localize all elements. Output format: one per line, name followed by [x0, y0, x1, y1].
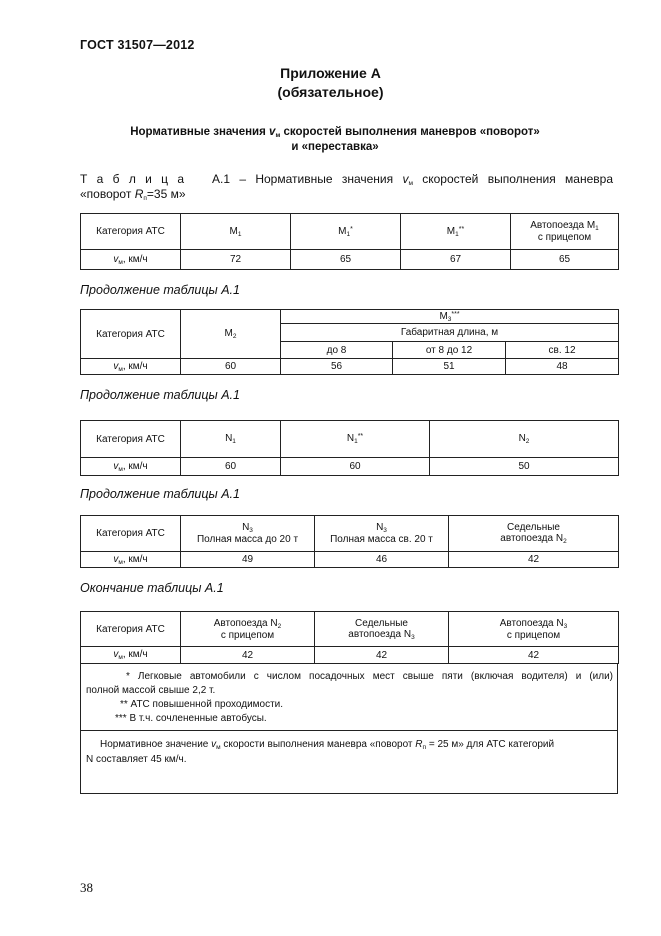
footnotes: [81, 664, 617, 731]
speed-label: $v_м$, км/ч: [81, 250, 181, 270]
category-header: Категория АТС: [81, 516, 181, 552]
appendix-title: Приложение А: [280, 65, 381, 81]
table-a1-part4: [80, 515, 619, 568]
table-cell: 60: [181, 458, 281, 476]
table-cell: 67: [401, 250, 511, 270]
normative-note: [81, 731, 617, 793]
header-m1-star: $M_1^*$: [291, 214, 401, 250]
speed-label: $v_м$, км/ч: [81, 359, 181, 375]
header-m1: $M_1$: [181, 214, 291, 250]
standard-header: ГОСТ 31507—2012: [80, 38, 195, 52]
table-cell: 60: [181, 359, 281, 375]
header-n3-trailer: Автопоезда $N_3$ с прицепом: [449, 612, 619, 647]
speed-label: $v_м$, км/ч: [81, 458, 181, 476]
footnote-1-cont: полной массой свыше 2,2 т.: [86, 685, 216, 696]
table-cell: 50: [430, 458, 619, 476]
table-cell: 65: [291, 250, 401, 270]
table-cell: 51: [393, 359, 506, 375]
table-a1-part2: [80, 309, 619, 375]
category-header: Категория АТС: [81, 214, 181, 250]
table-row: [81, 612, 619, 647]
category-header: Категория АТС: [81, 421, 181, 458]
header-m3: $M_3^{***}$: [281, 310, 619, 324]
header-n2-trailer: Автопоезда $N_2$ с прицепом: [181, 612, 315, 647]
table-cell: 65: [511, 250, 619, 270]
header-semi-trailer-n3: Седельные автопоезда $N_3$: [315, 612, 449, 647]
category-header: Категория АТС: [81, 310, 181, 359]
header-semi-trailer-n2: Седельные автопоезда $N_2$: [449, 516, 619, 552]
table-a1-part1: [80, 213, 619, 270]
header-n1: $N_1$: [181, 421, 281, 458]
table-cell: 42: [449, 552, 619, 568]
end-label: Окончание таблицы А.1: [80, 581, 224, 595]
table-notes: [80, 663, 618, 794]
dimension-header: Габаритная длина, м: [281, 324, 619, 342]
table-cell: 48: [506, 359, 619, 375]
normative-note-line2: N составляет 45 км/ч.: [86, 754, 187, 765]
normative-note-line1: Нормативное значение $v_м$ скорости выполнения маневра «поворот $R_п = 25$ м» для АТС категорий: [100, 739, 555, 751]
speed-label: $v_м$, км/ч: [81, 647, 181, 664]
table-row: [81, 458, 619, 476]
table-row: [81, 647, 619, 664]
header-n1-2star: $N_1^{**}$: [281, 421, 430, 458]
table-row: [81, 310, 619, 324]
table-cell: 49: [181, 552, 315, 568]
range-header: св. 12: [506, 342, 619, 359]
header-m1-trailer: Автопоезда $M_1$ с прицепом: [511, 214, 619, 250]
continuation-label: Продолжение таблицы А.1: [80, 388, 240, 402]
category-header: Категория АТС: [81, 612, 181, 647]
table-cell: 56: [281, 359, 393, 375]
header-n3-up-to-20t: $N_3$ Полная масса до 20 т: [181, 516, 315, 552]
table-cell: 42: [315, 647, 449, 664]
table-cell: 46: [315, 552, 449, 568]
speed-label: $v_м$, км/ч: [81, 552, 181, 568]
table-row: [81, 214, 619, 250]
page-number: 38: [80, 880, 93, 895]
table-caption-line2: «поворот Rп=35 м»: [80, 187, 186, 202]
table-caption: Т а б л и ц а А.1 – Нормативные значения vм скоростей выполнения маневра: [80, 172, 613, 187]
table-row: [81, 552, 619, 568]
table-a1-part3: [80, 420, 619, 476]
table-row: [81, 516, 619, 552]
footnote-2: ** АТС повышенной проходимости.: [120, 699, 284, 710]
table-cell: 42: [181, 647, 315, 664]
table-a1-part5: [80, 611, 619, 664]
table-cell: 60: [281, 458, 430, 476]
header-n3-over-20t: $N_3$ Полная масса св. 20 т: [315, 516, 449, 552]
continuation-label: Продолжение таблицы А.1: [80, 487, 240, 501]
section-title-line2: и «переставка»: [291, 141, 379, 153]
header-m2: $M_2$: [181, 310, 281, 359]
section-title: Нормативные значения vм скоростей выполнения маневров «поворот»: [130, 126, 540, 139]
header-n2: $N_2$: [430, 421, 619, 458]
appendix-status: (обязательное): [277, 84, 384, 100]
range-header: до 8: [281, 342, 393, 359]
range-header: от 8 до 12: [393, 342, 506, 359]
table-row: [81, 359, 619, 375]
continuation-label: Продолжение таблицы А.1: [80, 283, 240, 297]
footnote-3: *** В т.ч. сочлененные автобусы.: [115, 713, 267, 724]
table-cell: 42: [449, 647, 619, 664]
table-row: [81, 250, 619, 270]
footnote-1: * Легковые автомобили с числом посадочных мест свыше пяти (включая водителя) и (или): [126, 671, 613, 682]
header-m1-2star: $M_1^{**}$: [401, 214, 511, 250]
table-row: [81, 421, 619, 458]
table-cell: 72: [181, 250, 291, 270]
